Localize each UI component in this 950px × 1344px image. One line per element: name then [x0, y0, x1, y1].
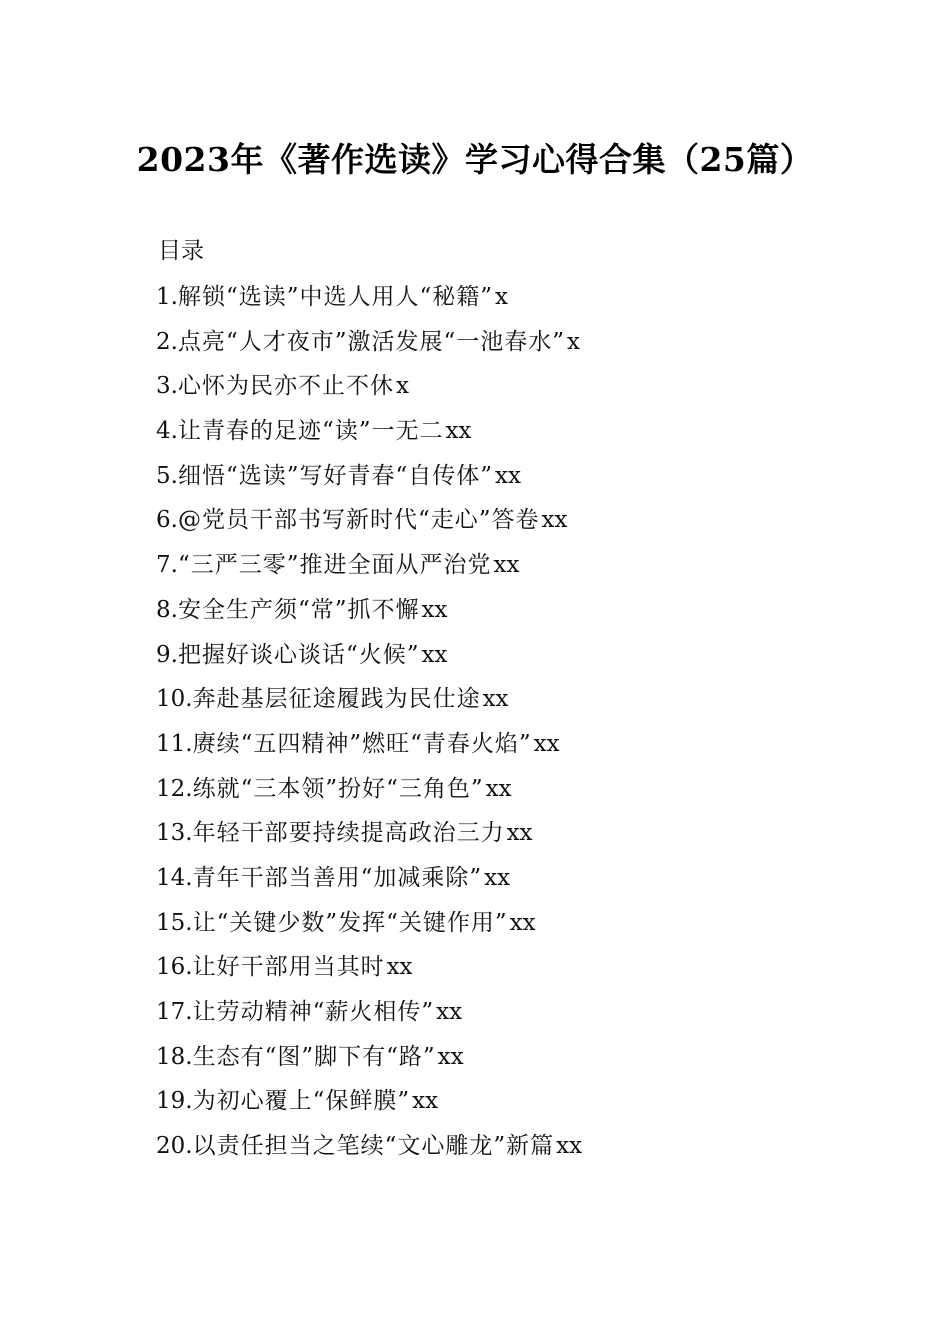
toc-item[interactable] [156, 279, 582, 324]
toc-item-number: 10. [156, 686, 193, 713]
toc-item[interactable] [156, 994, 582, 1039]
toc-item-title: 心怀为民亦不止不休 [177, 373, 394, 400]
toc-item-title: 以责任担当之笔续“文心雕龙”新篇 [192, 1133, 555, 1160]
toc-item-page: xx [386, 954, 413, 981]
toc-item-number: 16. [156, 954, 193, 981]
toc-item-page: x [395, 373, 409, 400]
toc-item-page: xx [485, 775, 512, 802]
toc-item-number: 14. [156, 864, 193, 891]
toc-item-page: xx [509, 909, 536, 936]
toc-item[interactable] [156, 1128, 582, 1173]
toc-item-number: 11. [156, 730, 193, 757]
document-title: 2023年《著作选读》学习心得合集（25篇） [136, 140, 814, 179]
toc-item-title: 生态有“图”脚下有“路” [192, 1043, 436, 1070]
toc-item-title: 为初心覆上“保鲜膜” [192, 1088, 411, 1115]
toc-item-page: xx [445, 418, 472, 445]
toc-item-number: 5. [156, 462, 178, 489]
toc-item-number: 15. [156, 909, 193, 936]
toc-item-title: 解锁“选读”中选人用人“秘籍” [177, 284, 493, 310]
toc-item-number: 8. [156, 596, 178, 623]
toc-item[interactable] [156, 860, 582, 905]
toc-item-number: 7. [156, 552, 178, 579]
toc-item[interactable] [156, 592, 582, 637]
toc-item-page: xx [482, 686, 509, 713]
toc-item[interactable] [156, 815, 582, 860]
toc-item-number: 20. [156, 1133, 193, 1160]
toc-item-title: 让好干部用当其时 [192, 954, 385, 981]
toc-item-number: 3. [156, 373, 178, 400]
toc-item[interactable] [156, 413, 582, 458]
toc-item-title: “三严三零”推进全面从严治党 [177, 552, 492, 579]
toc-item-number: 6. [156, 507, 178, 534]
toc-item-title: 奔赴基层征途履践为民仕途 [192, 686, 481, 713]
toc-item-page: xx [495, 462, 521, 489]
toc-item[interactable] [156, 681, 582, 726]
toc-item-page: xx [436, 999, 463, 1025]
toc-item-title: 安全生产须“常”抓不懈 [177, 596, 420, 623]
toc-heading: 目录 [158, 238, 204, 264]
toc-item-title: 点亮“人才夜市”激活发展“一池春水” [177, 328, 565, 355]
toc-item-title: 让青春的足迹“读”一无二 [177, 418, 444, 445]
toc-item-title: 细悟“选读”写好青春“自传体” [177, 462, 493, 489]
toc-item[interactable] [156, 547, 582, 592]
toc-item-page: xx [493, 552, 520, 579]
toc-item[interactable] [156, 502, 582, 547]
toc-item-page: xx [421, 641, 448, 668]
toc-item-number: 12. [156, 775, 193, 802]
toc-item[interactable] [156, 1083, 582, 1128]
toc-item-number: 2. [156, 328, 178, 355]
toc-item-title: 赓续“五四精神”燃旺“青春火焰” [192, 730, 532, 757]
toc-item-number: 19. [156, 1088, 193, 1115]
toc-item[interactable] [156, 368, 582, 413]
toc-item-page: xx [506, 820, 533, 847]
toc-item-page: xx [556, 1133, 583, 1160]
toc-item[interactable] [156, 1039, 582, 1084]
toc-item-title: 让劳动精神“薪火相传” [192, 999, 435, 1025]
toc-item-title: 练就“三本领”扮好“三角色” [192, 775, 484, 802]
toc-item[interactable] [156, 726, 582, 771]
toc-item-page: xx [484, 864, 511, 891]
toc-item[interactable] [156, 324, 582, 369]
toc-item-number: 18. [156, 1043, 193, 1070]
toc-item-number: 17. [156, 999, 193, 1025]
toc-item[interactable] [156, 905, 582, 950]
toc-item-page: xx [533, 730, 560, 757]
toc-item[interactable] [156, 637, 582, 682]
toc-item-title: 让“关键少数”发挥“关键作用” [192, 909, 508, 936]
toc-item[interactable] [156, 771, 582, 816]
toc-item-page: x [567, 328, 580, 355]
toc-item-page: xx [412, 1088, 439, 1115]
toc-item-number: 1. [156, 284, 178, 310]
toc-item-title: 把握好谈心谈话“火候” [177, 641, 420, 668]
toc-item-page: xx [421, 596, 448, 623]
toc-item-page: xx [541, 507, 568, 534]
toc-item-page: x [495, 284, 508, 310]
table-of-contents [156, 279, 582, 1173]
toc-item-number: 9. [156, 641, 178, 668]
toc-item-title: 青年干部当善用“加减乘除” [192, 864, 483, 891]
toc-item-number: 13. [156, 820, 193, 847]
toc-item-title: @党员干部书写新时代“走心”答卷 [177, 507, 540, 534]
toc-item[interactable] [156, 458, 582, 503]
toc-item-page: xx [437, 1043, 464, 1070]
toc-item[interactable] [156, 949, 582, 994]
toc-item-number: 4. [156, 418, 178, 445]
toc-item-title: 年轻干部要持续提高政治三力 [192, 820, 505, 847]
